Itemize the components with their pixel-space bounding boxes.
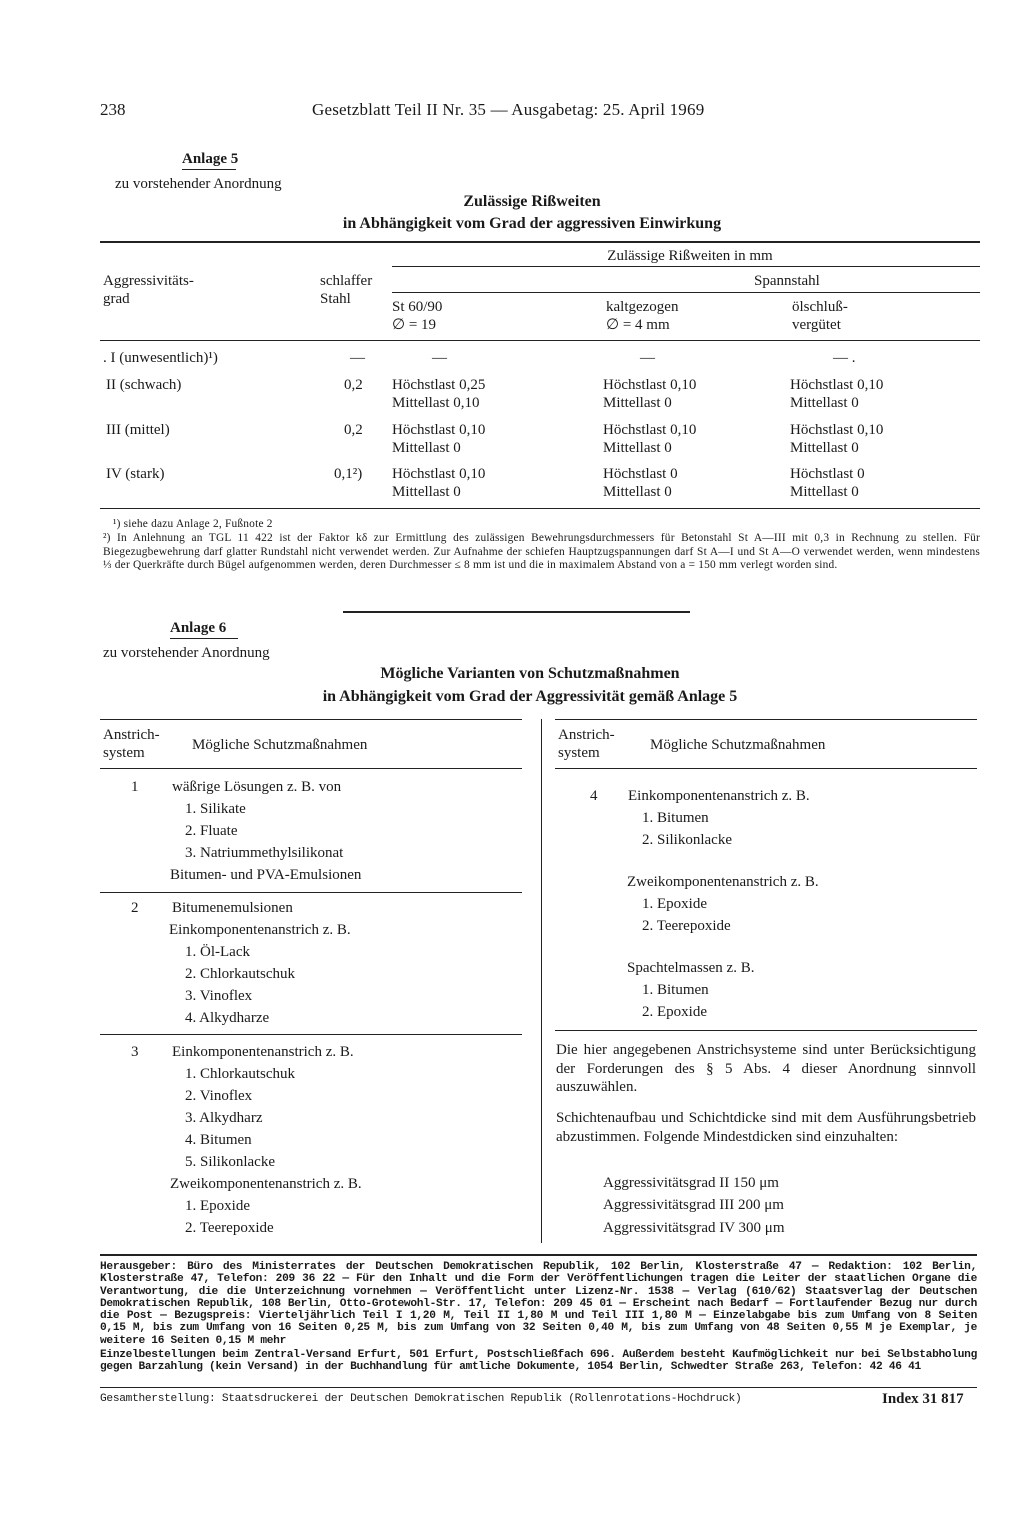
footnote-1: ¹) siehe dazu Anlage 2, Fußnote 2 [113, 518, 273, 530]
anlage5-subtitle: zu vorstehender Anordnung [115, 176, 282, 192]
system-1-number: 1 [131, 779, 139, 795]
row2-oel: Höchstlast 0,10 Mittellast 0 [790, 377, 884, 411]
imprint-printer: Gesamtherstellung: Staatsdruckerei der Deutschen Demokratischen Republik (Rollenrotations-Hochdruck) [100, 1393, 742, 1405]
row3-oel: Höchstlast 0,10 Mittellast 0 [790, 422, 884, 456]
s2-line: 2. Chlorkautschuk [185, 966, 295, 982]
s4-line: 1. Bitumen [642, 810, 709, 826]
s4-line: 2. Epoxide [642, 1004, 707, 1020]
right-col-massnahmen: Mögliche Schutzmaßnahmen [650, 737, 826, 753]
system-3-number: 3 [131, 1044, 139, 1060]
col-kalt: kaltgezogen ∅ = 4 mm [606, 299, 679, 333]
row4-kalt: Höchstlast 0 Mittellast 0 [603, 466, 678, 500]
anlage5-title-line2: in Abhängigkeit vom Grad der aggressiven Einwirkung [342, 215, 722, 232]
row1-oel: — . [833, 350, 856, 366]
s3-line: 3. Alkydharz [185, 1110, 263, 1126]
col-st: St 60/90 ∅ = 19 [392, 299, 443, 333]
s4-line: Zweikomponentenanstrich z. B. [627, 874, 819, 890]
s2-line: 3. Vinoflex [185, 988, 253, 1004]
row4-st: Höchstlast 0,10 Mittellast 0 [392, 466, 486, 500]
row1-grad: . I (unwesentlich)¹) [103, 350, 218, 366]
s3-line: 4. Bitumen [185, 1132, 252, 1148]
col-schlaff: schlaffer Stahl [320, 273, 373, 307]
page-number: 238 [100, 100, 126, 119]
s4-line: 1. Bitumen [642, 982, 709, 998]
min-thickness-iv: Aggressivitätsgrad IV 300 μm [603, 1220, 785, 1236]
min-thickness-ii: Aggressivitätsgrad II 150 μm [603, 1175, 779, 1191]
imprint-publisher: Herausgeber: Büro des Ministerrates der Deutschen Demokratischen Republik, 102 Berlin, Klosterstraße 47 — Redaktion: 102 Berlin, Klosterstraße 47, Telefon: 209 36 22 — Für den Inhalt und die Form der Veröffentlichungen tragen die Leiter der staatlichen Organe die Verantwortung, die die Unterzeichnung vornehmen — Veröffentlicht unter Lizenz-Nr. 1538 — Verlag (610/62) Staatsverlag der Deutschen Demokratischen Republik, 108 Berlin, Otto-Grotewohl-Str. 17, Telefon: 209 45 01 — Erscheint nach Bedarf — Fortlaufender Bezug nur durch die Post — Bezugspreis: Vierteljährlich Teil I 1,20 M, Teil II 1,80 M und Teil III 1,80 M — Einzelabgabe bis zum Umfang von 8 Seiten 0,15 M, bis zum Umfang von 16 Seiten 0,25 M, bis zum Umfang von 32 Seiten 0,40 M, bis zum Umfang von 48 Seiten 0,55 M je Exemplar, je weitere 16 Seiten 0,15 M mehr [100, 1261, 977, 1347]
s2-line: 4. Alkydharze [185, 1010, 270, 1026]
row1-kalt: — [640, 350, 655, 366]
anlage6-subtitle: zu vorstehender Anordnung [103, 645, 270, 661]
right-col-system: Anstrich- system [558, 727, 615, 761]
group-header: Zulässige Rißweiten in mm [607, 248, 773, 264]
row4-schlaff: 0,1²) [334, 466, 363, 482]
col-oel: ölschluß- vergütet [792, 299, 848, 333]
row1-st: — [432, 350, 447, 366]
min-thickness-iii: Aggressivitätsgrad III 200 μm [603, 1197, 784, 1213]
s4-line: Einkomponentenanstrich z. B. [628, 788, 810, 804]
s4-line: 1. Epoxide [642, 896, 707, 912]
anlage6-title-line1: Mögliche Varianten von Schutzmaßnahmen [380, 665, 680, 682]
row3-schlaff: 0,2 [344, 422, 363, 438]
anlage5-label: Anlage 5 [182, 151, 239, 167]
row2-grad: II (schwach) [106, 377, 182, 393]
s1-line: 2. Fluate [185, 823, 238, 839]
paragraph-anstrichsysteme: Die hier angegebenen Anstrichsysteme sind unter Berücksichtigung der Forderungen des § 5 Abs. 4 dieser Anordnung sinnvoll auszuwählen. [556, 1042, 976, 1095]
s4-line: 2. Silikonlacke [642, 832, 732, 848]
s3-line: 1. Epoxide [185, 1198, 250, 1214]
s3-line: 2. Vinoflex [185, 1088, 253, 1104]
col-aggr: Aggressivitäts- grad [103, 273, 194, 307]
row2-kalt: Höchstlast 0,10 Mittellast 0 [603, 377, 697, 411]
s2-line: Einkomponentenanstrich z. B. [169, 922, 351, 938]
s3-line: 2. Teerepoxide [185, 1220, 274, 1236]
system-4-number: 4 [590, 788, 598, 804]
index-number: Index 31 817 [882, 1391, 964, 1407]
s3-line: Zweikomponentenanstrich z. B. [170, 1176, 362, 1192]
s4-line: Spachtelmassen z. B. [627, 960, 755, 976]
row3-st: Höchstlast 0,10 Mittellast 0 [392, 422, 486, 456]
row3-grad: III (mittel) [106, 422, 170, 438]
row2-schlaff: 0,2 [344, 377, 363, 393]
s1-line: 1. Silikate [185, 801, 246, 817]
column-divider [541, 719, 542, 1243]
page-header-title: Gesetzblatt Teil II Nr. 35 — Ausgabetag: 25. April 1969 [312, 100, 705, 119]
left-col-system: Anstrich- system [103, 727, 160, 761]
row4-oel: Höchstlast 0 Mittellast 0 [790, 466, 865, 500]
anlage6-title-line2: in Abhängigkeit vom Grad der Aggressivität gemäß Anlage 5 [322, 688, 738, 705]
s3-line: Einkomponentenanstrich z. B. [172, 1044, 354, 1060]
imprint-orders: Einzelbestellungen beim Zentral-Versand Erfurt, 501 Erfurt, Postschließfach 696. Außerdem besteht Kaufmöglichkeit nur bei Selbstabholung gegen Barzahlung (kein Versand) in der Buchhandlung für amtliche Dokumente, 1054 Berlin, Schwedter Straße 263, Telefon: 42 46 41 [100, 1349, 977, 1374]
left-col-massnahmen: Mögliche Schutzmaßnahmen [192, 737, 368, 753]
row4-grad: IV (stark) [106, 466, 165, 482]
s2-line: Bitumenemulsionen [172, 900, 293, 916]
row2-st: Höchstlast 0,25 Mittellast 0,10 [392, 377, 486, 411]
footnote-2: ²) In Anlehnung an TGL 11 422 ist der Faktor kδ zur Ermittlung des zulässigen Bewehrungsdurchmessers für Betonstahl St A—III mit 0,3 in Rechnung zu stellen. Für Biegezugbewehrung darf glatter Rundstahl nicht verwendet werden. Zur Aufnahme der schiefen Hauptzugspannungen darf St A—I und St A—O verwendet werden, wenn mindestens ⅓ der Querkräfte durch Bügel aufgenommen werden, deren Durchmesser ≤ 8 mm ist und die in maximalem Abstand von a = 150 mm verlegt worden sind. [103, 532, 980, 571]
s1-line: Bitumen- und PVA-Emulsionen [170, 867, 362, 883]
paragraph-schichtenaufbau: Schichtenaufbau und Schichtdicke sind mit dem Ausführungsbetrieb abzustimmen. Folgende Mindestdicken sind einzuhalten: [556, 1110, 976, 1145]
system-2-number: 2 [131, 900, 139, 916]
s1-line: 3. Natriummethylsilikonat [185, 845, 344, 861]
s3-line: 1. Chlorkautschuk [185, 1066, 295, 1082]
s2-line: 1. Öl-Lack [185, 944, 250, 960]
s3-line: 5. Silikonlacke [185, 1154, 275, 1170]
row3-kalt: Höchstlast 0,10 Mittellast 0 [603, 422, 697, 456]
row1-schlaff: — [350, 350, 365, 366]
sub-group-header: Spannstahl [754, 273, 820, 289]
anlage6-label: Anlage 6 [170, 620, 227, 636]
anlage5-title-line1: Zulässige Rißweiten [463, 193, 601, 210]
s1-line: wäßrige Lösungen z. B. von [172, 779, 342, 795]
s4-line: 2. Teerepoxide [642, 918, 731, 934]
